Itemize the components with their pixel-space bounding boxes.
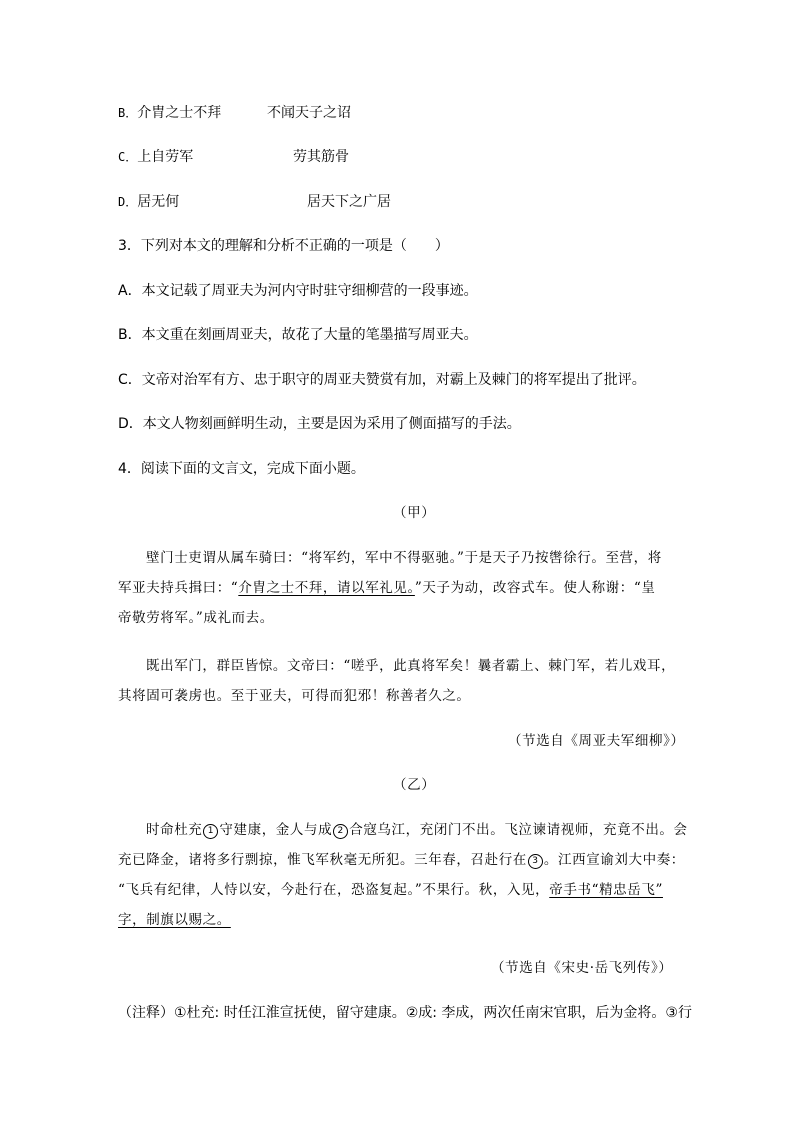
underlined-phrase-continued: 字，制旗以赐之。 — [118, 912, 231, 928]
q3-option-c: C．文帝对治军有方、忠于职守的周亚夫赞赏有加，对霸上及棘门的将军提出了批评。 — [118, 372, 646, 388]
q3-stem: 3．下列对本文的理解和分析不正确的一项是（ ） — [118, 238, 449, 254]
passage-a-line-5: 其将固可袭虏也。至于亚夫，可得而犯邪！称善者久之。 — [118, 688, 471, 704]
note-marker-2: 2 — [333, 824, 348, 839]
q2-option-d: D．居无何 — [118, 194, 180, 210]
note-marker-3: 3 — [528, 854, 543, 869]
passage-b-title: （乙） — [393, 777, 436, 793]
passage-b-line-1: 时命杜充 1 守建康，金人与成 2 合寇乌江，充闭门不出。飞泣谏请视师，充竟不出。会 — [146, 822, 688, 838]
passage-a-line-3: 帝敬劳将军。”成礼而去。 — [118, 610, 274, 626]
q3-option-b: B．本文重在刻画周亚夫，故花了大量的笔墨描写周亚夫。 — [118, 327, 478, 343]
passage-b-line-2: 充已降金，诸将多行剽掠，惟飞军秋毫无所犯。三年春，召赴行在 3 。江西宣谕刘大中奏： — [118, 852, 685, 868]
q2-option-b: B．介胄之士不拜 — [118, 105, 222, 121]
passage-a-source: （节选自《周亚夫军细柳》） — [508, 733, 685, 749]
underlined-phrase: 帝手书“精忠岳飞” — [549, 882, 663, 898]
annotation-note: （注释）①杜充: 时任江淮宣抚使，留守建康。②成: 李成，两次任南宋官职，后为金将。③行 — [118, 1005, 692, 1021]
q4-stem: 4．阅读下面的文言文，完成下面小题。 — [118, 461, 365, 477]
passage-b-line-4 — [118, 910, 231, 930]
q2-option-c: C．上自劳军 — [118, 149, 194, 165]
passage-a-title: （甲） — [393, 505, 436, 521]
q3-option-d: D．本文人物刻画鲜明生动，主要是因为采用了侧面描写的手法。 — [118, 416, 521, 432]
underlined-sentence: 介胄之士不拜，请以军礼见。 — [238, 580, 415, 596]
q2-option-c-right: 劳其筋骨 — [293, 149, 349, 165]
passage-a-line-1: 壁门士吏谓从属车骑曰：“将军约，军中不得驱驰。”于是天子乃按辔徐行。至营，将 — [146, 550, 662, 566]
note-marker-1: 1 — [203, 824, 218, 839]
passage-a-line-2: 军亚夫持兵揖曰：“介胄之士不拜，请以军礼见。”天子为动，改容式车。使人称谢：“皇 — [118, 580, 656, 596]
q3-option-a: A．本文记载了周亚夫为河内守时驻守细柳营的一段事迹。 — [118, 283, 478, 299]
passage-a-line-4: 既出军门，群臣皆惊。文帝曰：“嗟乎，此真将军矣！曩者霸上、棘门军，若儿戏耳， — [146, 658, 676, 674]
passage-b-source: （节选自《宋史·岳飞列传》） — [491, 960, 673, 976]
passage-b-line-3: “飞兵有纪律，人恃以安，今赴行在，恐盗复起。”不果行。秋，入见，帝手书“精忠岳飞” — [118, 882, 663, 898]
q2-option-b-right: 不闻天子之诏 — [267, 105, 351, 121]
q2-option-d-right: 居天下之广居 — [307, 194, 391, 210]
